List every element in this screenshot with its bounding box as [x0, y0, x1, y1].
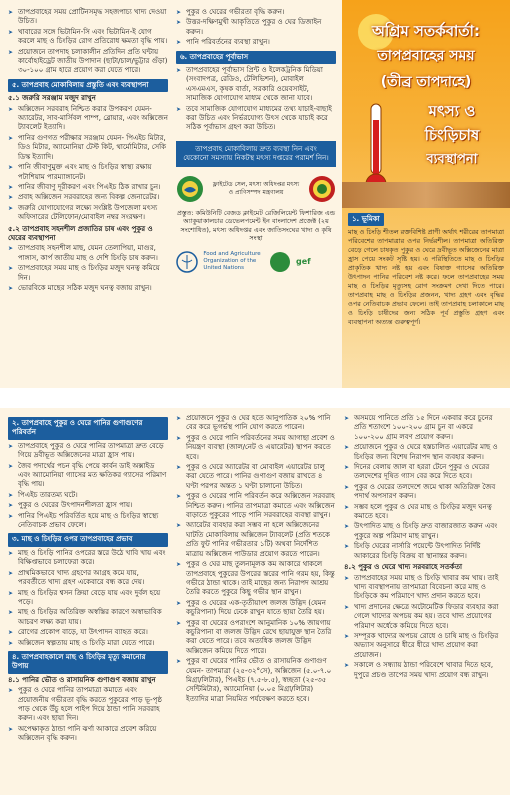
- forecast-list: [176, 66, 336, 133]
- pond-care-list: [344, 414, 504, 561]
- list-item: ➤ ভোরবিকে মাছের সঠিক মজুদ ঘনত্ব বজায় রাখুন।: [8, 284, 168, 293]
- funding-text: প্রস্তুত: কমিউনিটি বেজড ক্লাইমেট রেজিলিয়েন্ট ফিশারিজ এন্ড অ্যাকুয়াকালচার ডেভেলপমেন্ট ইন বাংলাদেশ প্রজেক্ট (২য় সংশোধিত), মৎস্য অধিদপ্তর এবং জাতিসংঘের খাদ্য ও কৃষি সংস্থা: [176, 208, 336, 243]
- section-heading-5: ৫. তাপপ্রবাহ মোকাবিলায় প্রস্তুতি এবং ব্যবস্থাপনা: [8, 79, 168, 92]
- list-item: ➤ সকালে ও সন্ধ্যায় ঠান্ডা পরিবেশে খাবার দিতে হবে, দুপুরে প্রচণ্ড তাপের সময় খাদ্য প্রয়োগ বন্ধ রাখুন।: [344, 661, 504, 680]
- fao-logo-icon: [176, 251, 198, 273]
- gef-name: gef: [295, 257, 311, 267]
- subheading-5-1: ৫.১ জরুরি সরঞ্জাম মজুদ রাখুন: [8, 94, 96, 103]
- water-quality-list: [8, 686, 168, 743]
- list-item: ➤ জরুরি যোগাযোগের লক্ষ্যে সংশ্লিষ্ট উপজেলা মৎস্য অফিসারের টেলিফোন/মোবাইল নম্বর সংরক্ষণ।: [8, 204, 168, 223]
- top-panel: [0, 0, 510, 388]
- cover-title-1: অগ্রিম সতর্কবার্তা:: [371, 22, 481, 40]
- list-item: ➤ পুকুর ও ঘেরের তলদেশে জমে থাকা অতিরিক্ত জৈব পদার্থ অপসারণ করুন।: [344, 483, 504, 502]
- list-item: ➤ পুকুর বা ঘেরের ওপরাংশে আনুমানিক ১০% জায়গায় কচুরিপানা বা জলজ উদ্ভিদ রেখে ছায়াযুক্ত স্থান তৈরি করা যেতে পারে। তবে অত্যধিক জলজ উদ্ভিদ অক্সিজেন কমিয়ে দিতে পারে।: [176, 619, 336, 657]
- list-item: ➤ প্রয়োজনে পুকুর ও ঘের হতে আনুপাতিক ২০% পানি বের করে ভূগর্ভস্থ পানি যোগ করতে পারেন।: [176, 414, 336, 433]
- list-item: ➤ তবে সামাজিক যোগাযোগ মাধ্যমের তথ্য যাচাই-বাছাই করা উচিত এবং নির্ভরযোগ্য উৎস থেকে যাচাই করে সঠিক পূর্বাভাস গ্রহণ করা উচিত।: [176, 105, 336, 133]
- list-item: ➤ পানি জীবাণুমুক্ত এবং মাছ ও চিংড়ির স্বাস্থ্য রক্ষায় পটাশিয়াম পারম্যাঙ্গানেট।: [8, 163, 168, 182]
- list-item: ➤ তাপপ্রবাহে পুকুর ও ঘেরে পানির তাপমাত্রা দ্রুত বেড়ে গিয়ে দ্রবীভূত অক্সিজেনের মাত্রা হ্রাস পায়।: [8, 442, 168, 461]
- water-change-list: [8, 442, 168, 531]
- list-item: ➤ পানির পিএইচ পরিবর্তিত হয়ে মাছ ও চিংড়ির স্বাস্থ্যে নেতিবাচক প্রভাব ফেলে।: [8, 512, 168, 531]
- list-item: ➤ তাপপ্রবাহের পূর্বাভাস প্রিন্ট ও ইলেকট্রনিক মিডিয়া (সংবাদপত্র, রেডিও, টেলিভিশন), মোবাইল এসএমএস, কৃষক বার্তা, সরকারি ওয়েবসাইট, সামাজিক যোগাযোগ মাধ্যম থেকে জানা যাবে।: [176, 66, 336, 104]
- intro-paragraph: মাছ ও চিংড়ি শীতল রক্তবিশিষ্ট প্রাণী অর্থাৎ শরীরের তাপমাত্রা পরিবেশের তাপমাত্রার ওপর নির্ভরশীল। তাপমাত্রা অতিরিক্ত বেড়ে গেলে চাষকৃত পুকুর ও ঘেরে দ্রবীভূত অক্সিজেনের মাত্রা হ্রাস পেয়ে সংকট সৃষ্টি হয়। এ পরিস্থিতিতে মাছ ও চিংড়ির প্রাকৃতিক খাদ্য নষ্ট হয় এবং বিষাক্ত গ্যাসের অতিরিক্ত উৎপাদন পানির পরিবেশ নষ্ট করে। ফলে তাপপ্রবাহের সময় মাছ ও চিংড়ির মৃত্যুসহ রোগ সংক্রমণ দেখা দিতে পারে। তাপপ্রবাহ মাছ ও চিংড়ির প্রজনন, খাদ্য গ্রহণ এবং বৃদ্ধির ওপর নেতিবাচক প্রভাব ফেলে। তাই তাপপ্রবাহ চলাকালে মাছ ও চিংড়ি চাষীদের জন্য সঠিক পূর্ব প্রস্তুতি গ্রহণ এবং ব্যবস্থাপনা অত্যন্ত গুরুত্বপূর্ণ।: [348, 228, 504, 327]
- list-item: ➤ মাছ ও চিংড়ি পানির ওপরের স্তরে উঠে খাবি খায় এবং বিক্ষিপ্তভাবে চলাফেরা করে।: [8, 549, 168, 568]
- intro-section: [348, 210, 504, 327]
- list-item: ➤ প্রাথমিকভাবে খাদ্য গ্রহণের আগ্রহ কমে যায়, পরবর্তীতে খাদ্য গ্রহণ একেবারে বন্ধ করে দেয়।: [8, 569, 168, 588]
- section-heading-6: ৬. তাপপ্রবাহের পূর্বাভাস: [176, 51, 336, 64]
- list-item: ➤ পিএইচ তারতম্য ঘটে।: [8, 491, 168, 500]
- section-heading-4: ৪. তাপপ্রবাহকালে মাছ ও চিংড়ির মৃত্যু কমানোর উপায়: [8, 651, 168, 674]
- list-item: ➤ খাদ্য প্রদানের ক্ষেত্রে অটোমেটিক ফিডার ব্যবহার করা গেলে খাদ্যের অপচয় কম হয়। তবে খাদ্য প্রয়োগের পরিমাণ অর্ধেকে কমিয়ে দিতে হবে।: [344, 603, 504, 631]
- list-item: ➤ তাপপ্রবাহ সহনশীল মাছ, যেমন তেলাপিয়া, মাগুর, পাঙ্গাস, কার্প জাতীয় মাছ ও দেশি চিংড়ি চাষ করুন।: [8, 244, 168, 263]
- pond-design-list: [176, 8, 336, 48]
- list-item: ➤ অসময়ে পানিতে প্রতি ১৫ দিনে একবার করে চুনের প্রতি শতাংশে ১০০-২০০ গ্রাম চুন বা একরে ১০০-২০০ গ্রাম লবণ প্রয়োগ করুন।: [344, 414, 504, 442]
- section-heading-3: ৩. মাছ ও চিংড়ির ওপর তাপপ্রবাহের প্রভাব: [8, 533, 168, 546]
- water-management-list: [176, 414, 336, 704]
- list-item: ➤ তাপপ্রবাহের সময় মাছ ও চিংড়ি খাবার কম খায়। তাই খাদ্য ব্যবস্থাপনায় তাপমাত্রা বিবেচনা করে মাছ ও চিংড়িকে কম পরিমাণে খাদ্য প্রদান করতে হবে।: [344, 574, 504, 602]
- subheading-4-2: ৪.২ পুকুর ও ঘেরে খাদ্য সরবরাহে সতর্কতা: [344, 563, 462, 572]
- list-item: ➤ পুকুর ও ঘেরের পানি পরিবর্তন করে অক্সিজেন সরবরাহ নিশ্চিত করুন। পানির তাপমাত্রা কমাতে এবং অক্সিজেন বাড়াতে পুকুরের পাড়ে পানি সরবরাহের ব্যবস্থা রাখুন।: [176, 492, 336, 520]
- section-heading-2: ২. তাপপ্রবাহে পুকুর ও ঘেরে পানির গুণাগুণের পরিবর্তন: [8, 417, 168, 440]
- list-item: ➤ দিনের বেলায় জাল বা হররা টেনে পুকুর ও ঘেরের তলদেশের দূষিত গ্যাস বের করে দিতে হবে।: [344, 463, 504, 482]
- list-item: ➤ পুকুর ও ঘেরের উৎপাদনশীলতা হ্রাস পায়।: [8, 501, 168, 510]
- list-item: ➤ পুকুর ও ঘেরের এক-তৃতীয়াংশ জলজ উদ্ভিদ (যেমন কচুরিপানা) দিয়ে ঢেকে রাখুন যাতে ছায়া তৈরি হয়।: [176, 599, 336, 618]
- list-item: ➤ অ্যারেটর ব্যবহার করা সম্ভব না হলে অক্সিজেনের ঘাটতি মোকাবিলায় অক্সিজেন ট্যাবলেট (প্রতি শতকে প্রতি ফুট পানির গভীরতার ১টি) অথবা নির্দেশিত মাত্রায় অক্সিজেন পাউডার প্রয়োগ করতে পারেন।: [176, 521, 336, 559]
- subheading-5-2: ৫.২ তাপপ্রবাহ সহনশীল প্রজাতির চাষ এবং পুকুর ও ঘেরের ব্যবস্থাপনা: [8, 224, 153, 242]
- partner-logos: [176, 251, 336, 273]
- gef-logo-icon: [269, 251, 291, 273]
- cover-title-2: তাপপ্রবাহের সময়: [377, 48, 475, 64]
- list-item: ➤ পুকুর ও ঘেরে পানির তাপমাত্রা কমাতে এবং প্রয়োজনীয় গভীরতা বৃদ্ধি করতে পুকুরের পাড় ভূ-পৃষ্ঠ পাড় থেকে উঁচু হলে পাইপ দিয়ে ঠান্ডা পানি সরবরাহ করুন। এবং ছায়া দিন।: [8, 686, 168, 724]
- govt-seal-icon: [308, 175, 336, 203]
- page-gap: [0, 388, 510, 408]
- bottom-column-3: [344, 414, 504, 681]
- list-item: ➤ মাছ ও চিংড়ির অতিরিক্ত অস্বস্তির কারণে অস্বাভাবিক আচরণ লক্ষ্য করা যায়।: [8, 608, 168, 627]
- list-item: ➤ অক্সিজেন সরবরাহ নিশ্চিত করার উপকরণ যেমন- অ্যারেটর, সাব-মার্সিবল পাম্প, ব্লোয়ার, এবং অক্সিজেন ট্যাবলেট ইত্যাদি।: [8, 105, 168, 133]
- subheading-4-1: ৪.১ পানির ভৌত ও রাসায়নিক গুণাগুণ বজায় রাখুন: [8, 675, 156, 684]
- logo-row: [176, 175, 336, 203]
- cover-panel: [342, 0, 510, 388]
- bottom-column-2: [176, 414, 336, 705]
- list-item: ➤ প্রবাহ অক্সিজেন সরবরাহের জন্য বিকল্প জেনারেটর।: [8, 193, 168, 202]
- species-list: [8, 244, 168, 293]
- cover-title-4: মৎস্য ও: [428, 102, 476, 120]
- effects-list: [8, 549, 168, 648]
- list-item: ➤ উত্তর-দক্ষিণমুখী আকৃতিতে পুকুর ও ঘের ডিজাইন করুন।: [176, 18, 336, 37]
- list-item: ➤ প্রয়োজনে তাপদাহ চলাকালীন প্রতিদিন প্রতি ঘন্টায় কার্বোহাইড্রেট জাতীয় উপাদান (ছাটা/চাল/ভুট্টার গুঁড়া) ৩০-১০০ গ্রাম হারে প্রয়োগ করা যেতে পারে।: [8, 48, 168, 76]
- bottom-panel: [0, 408, 510, 795]
- list-item: ➤ সম্পূরক খাদ্যের অপচয় রোধে ও চাষি মাছ ও চিংড়ির অভ্যাস অনুসারে ধীরে ধীরে খাদ্য প্রয়োগ করা প্রয়োজন।: [344, 632, 504, 660]
- list-item: ➤ পুকুর ও ঘেরে অ্যারেটর বা মোবাইল এয়ারেটর চালু করা যেতে পারে। পানির গুণাগুণ বজায় রাখতে ৪ ঘণ্টা পরপর অন্তত ১ ঘণ্টা চালানো উচিত।: [176, 463, 336, 491]
- top-column-2: [176, 8, 336, 273]
- list-item: ➤ উৎপাদিত মাছ ও চিংড়ি দ্রুত বাজারজাত করুন এবং পুকুরে অল্প পরিমাণ মাছ রাখুন।: [344, 522, 504, 541]
- list-item: ➤ মাছ ও চিংড়ির শ্বসন ক্রিয়া বেড়ে যায় এবং দুর্বল হয়ে পড়ে।: [8, 589, 168, 608]
- cover-title-5: চিংড়িচাষ: [424, 126, 480, 144]
- list-item: ➤ চিংড়ি ঘেরের নার্সারি পয়েন্টে উৎপাদিত নির্দিষ্ট আকারের চিংড়ি বিক্রয় বা স্থানান্তর করুন।: [344, 542, 504, 561]
- feeding-list: [8, 8, 168, 76]
- advice-notice: তাপপ্রবাহ মোকাবিলায় দ্রুত ব্যবস্থা নিন এবং যেকোনো সমস্যায় নিকটস্থ মৎস্য দপ্তরের পরামর্শ নিন।: [176, 141, 336, 167]
- feeding-caution-list: [344, 574, 504, 680]
- list-item: ➤ খাবারের সঙ্গে ভিটামিন-সি এবং ভিটামিন-ই যোগ করলে মাছ ও চিংড়ির রোগ প্রতিরোধ ক্ষমতা বৃদ্ধি পায়।: [8, 28, 168, 47]
- list-item: ➤ পুকুর ও ঘেরের গভীরতা বৃদ্ধি করুন।: [176, 8, 336, 17]
- list-item: ➤ পুকুর ও ঘেরে পানি পরিবর্তনের সময় আগাছা প্রবেশ ও নিয়ন্ত্রণ ব্যবস্থা (জাল/নেট ও এয়ারেটর) স্থাপন করতে হবে।: [176, 434, 336, 462]
- list-item: ➤ রোগের প্রকোপ বাড়ে, যা উৎপাদন ব্যাহত করে।: [8, 628, 168, 637]
- list-item: ➤ অক্সিজেন স্বল্পতায় মাছ ও চিংড়ি মারা যেতে পারে।: [8, 639, 168, 648]
- bottom-column-1: [8, 414, 168, 745]
- list-item: ➤ পানির গুণগত পরীক্ষার সরঞ্জাম যেমন- পিএইচ মিটার, ডিও মিটার, অ্যামোনিয়া টেস্ট কিট, থার্মোমিটার, সেকি ডিস্ক ইত্যাদি।: [8, 134, 168, 162]
- list-item: ➤ পানি পরিবর্তনের ব্যবস্থা রাখুন।: [176, 38, 336, 47]
- list-item: ➤ তাপপ্রবাহের সময় প্রোটিনসমৃদ্ধ সহজপাচ্য খাদ্য দেওয়া উচিত।: [8, 8, 168, 27]
- list-item: ➤ পুকুর ও ঘের মাছ তুলনামূলক কম আকারে থাকলে তাপপ্রবাহে পুকুরের উপরের স্তরের পানি গরম হয়, কিন্তু গভীরে ঠান্ডা থাকে। তাই মাছের জন্য নিরাপদ আশ্রয় তৈরি করতে পুকুরে কিছু গভীর স্থান রাখুন।: [176, 560, 336, 598]
- fao-name: Food and Agriculture Organization of the United Nations: [203, 251, 261, 272]
- list-item: ➤ প্রয়োজনে পুকুর ও ঘেরে হস্তচালিত এয়ারেটর মাছ ও চিংড়ির জন্য বিশেষ নিরাপদ স্থান ব্যবহার করুন।: [344, 443, 504, 462]
- list-item: ➤ পুকুর বা ঘেরের পানির ভৌত ও রাসায়নিক গুণাগুণ যেমন- তাপমাত্রা (২৫-৩২°সে), অক্সিজেন (৫.০-৭.০ মিগ্রা/লিটার), পিএইচ (৭.৫-৮.৫), স্বচ্ছতা (২৫-৩৫ সেন্টিমিটার), অ্যামোনিয়া (০.০৫ মিগ্রা/লিটার) ইত্যাদির মাত্রা নিয়মিত পর্যবেক্ষণ করতে হবে।: [176, 657, 336, 704]
- top-column-1: [8, 8, 168, 294]
- list-item: ➤ অপেক্ষাকৃত ঠান্ডা পানি ঝর্ণা আকারে প্রবেশ করিয়ে অক্সিজেন বৃদ্ধি করুন।: [8, 725, 168, 744]
- list-item: ➤ জৈব পদার্থের পচন বৃদ্ধি পেয়ে কার্বন ডাই অক্সাইড এবং অ্যামোনিয়া গ্যাসের মত ক্ষতিকর গ্যাসের পরিমাণ বৃদ্ধি পায়।: [8, 462, 168, 490]
- dof-name: ফ্লাইটেড সেল, মৎস্য অধিদপ্তর মৎস্য ও প্রাণিসম্পদ মন্ত্রণালয়: [212, 181, 300, 196]
- list-item: ➤ পানির জীবাণু দূরীকরণ এবং পিএইচ ঠিক রাখার চুন।: [8, 183, 168, 192]
- equipment-list: [8, 105, 168, 223]
- cover-title-3: (তীব্র তাপদাহে): [380, 74, 472, 90]
- dry-land-image: [342, 182, 510, 208]
- list-item: ➤ তাপপ্রবাহের সময় মাছ ও চিংড়ির মজুদ ঘনত্ব কমিয়ে দিন।: [8, 264, 168, 283]
- list-item: ➤ সম্ভব হলে পুকুর ও ঘের মাছ ও চিংড়ির মজুদ ঘনত্ব কমাতে হবে।: [344, 503, 504, 522]
- dof-logo-icon: [176, 175, 204, 203]
- cover-title-6: ব্যবস্থাপনা: [426, 152, 478, 167]
- section-heading-1: ১. ভূমিকা: [348, 213, 384, 226]
